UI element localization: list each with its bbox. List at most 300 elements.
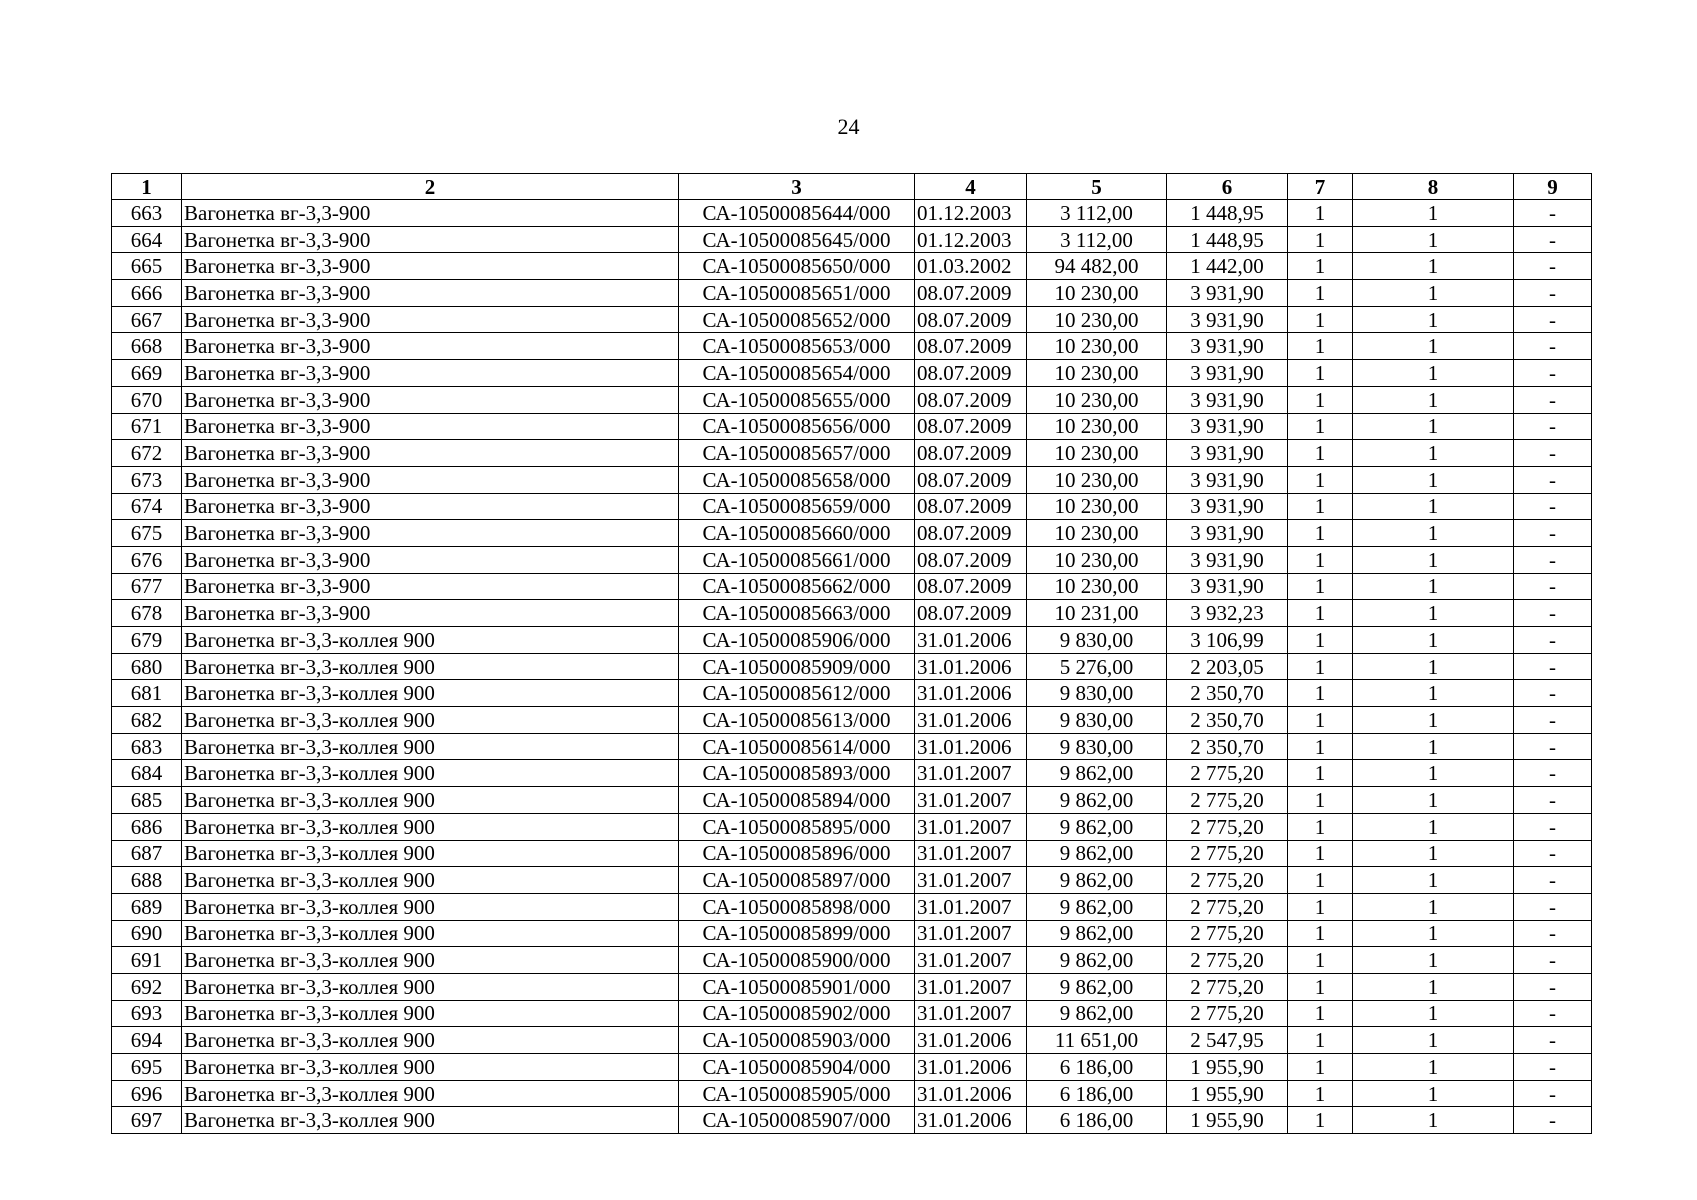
inventory-code-cell: СА-10500085663/000 [679,600,915,627]
quantity-cell: 1 [1288,893,1353,920]
inventory-code-cell: СА-10500085651/000 [679,280,915,307]
residual-value-cell: 2 775,20 [1167,867,1288,894]
residual-value-cell: 2 775,20 [1167,1000,1288,1027]
row-number-cell: 670 [112,386,182,413]
item-name-cell: Вагонетка вг-3,3-900 [182,440,679,467]
row-number-cell: 689 [112,893,182,920]
difference-cell: - [1514,787,1592,814]
inventory-code-cell: СА-10500085904/000 [679,1054,915,1081]
row-number-cell: 685 [112,787,182,814]
quantity-cell: 1 [1288,947,1353,974]
row-number-cell: 677 [112,573,182,600]
date-cell: 08.07.2009 [915,306,1027,333]
date-cell: 31.01.2007 [915,893,1027,920]
table-row [112,893,1592,920]
actual-quantity-cell: 1 [1353,893,1514,920]
cost-cell: 10 230,00 [1027,413,1167,440]
difference-cell: - [1514,333,1592,360]
item-name-cell: Вагонетка вг-3,3-коллея 900 [182,893,679,920]
difference-cell: - [1514,360,1592,387]
actual-quantity-cell: 1 [1353,733,1514,760]
difference-cell: - [1514,707,1592,734]
residual-value-cell: 2 350,70 [1167,680,1288,707]
quantity-cell: 1 [1288,1027,1353,1054]
row-number-cell: 682 [112,707,182,734]
cost-cell: 3 112,00 [1027,226,1167,253]
cost-cell: 10 230,00 [1027,493,1167,520]
date-cell: 31.01.2006 [915,707,1027,734]
residual-value-cell: 2 203,05 [1167,653,1288,680]
inventory-code-cell: СА-10500085907/000 [679,1107,915,1134]
actual-quantity-cell: 1 [1353,653,1514,680]
residual-value-cell: 2 547,95 [1167,1027,1288,1054]
residual-value-cell: 2 350,70 [1167,733,1288,760]
residual-value-cell: 1 955,90 [1167,1080,1288,1107]
inventory-code-cell: СА-10500085644/000 [679,200,915,227]
residual-value-cell: 2 775,20 [1167,920,1288,947]
difference-cell: - [1514,733,1592,760]
actual-quantity-cell: 1 [1353,226,1514,253]
difference-cell: - [1514,813,1592,840]
difference-cell: - [1514,226,1592,253]
table-row [112,306,1592,333]
residual-value-cell: 3 931,90 [1167,466,1288,493]
column-header-6: 6 [1167,174,1288,200]
quantity-cell: 1 [1288,413,1353,440]
quantity-cell: 1 [1288,867,1353,894]
difference-cell: - [1514,466,1592,493]
quantity-cell: 1 [1288,707,1353,734]
date-cell: 01.12.2003 [915,200,1027,227]
quantity-cell: 1 [1288,200,1353,227]
cost-cell: 9 862,00 [1027,813,1167,840]
actual-quantity-cell: 1 [1353,306,1514,333]
column-header-4: 4 [915,174,1027,200]
table-row [112,413,1592,440]
row-number-cell: 693 [112,1000,182,1027]
inventory-code-cell: СА-10500085656/000 [679,413,915,440]
residual-value-cell: 2 775,20 [1167,893,1288,920]
item-name-cell: Вагонетка вг-3,3-900 [182,546,679,573]
inventory-code-cell: СА-10500085909/000 [679,653,915,680]
item-name-cell: Вагонетка вг-3,3-коллея 900 [182,653,679,680]
cost-cell: 9 830,00 [1027,627,1167,654]
table-row [112,200,1592,227]
item-name-cell: Вагонетка вг-3,3-коллея 900 [182,1107,679,1134]
actual-quantity-cell: 1 [1353,440,1514,467]
quantity-cell: 1 [1288,306,1353,333]
residual-value-cell: 1 955,90 [1167,1107,1288,1134]
table-row [112,573,1592,600]
difference-cell: - [1514,1054,1592,1081]
inventory-code-cell: СА-10500085658/000 [679,466,915,493]
table-row [112,360,1592,387]
row-number-cell: 672 [112,440,182,467]
date-cell: 08.07.2009 [915,600,1027,627]
column-header-5: 5 [1027,174,1167,200]
row-number-cell: 697 [112,1107,182,1134]
table-row [112,760,1592,787]
row-number-cell: 690 [112,920,182,947]
cost-cell: 6 186,00 [1027,1054,1167,1081]
inventory-code-cell: СА-10500085612/000 [679,680,915,707]
item-name-cell: Вагонетка вг-3,3-900 [182,493,679,520]
row-number-cell: 684 [112,760,182,787]
quantity-cell: 1 [1288,386,1353,413]
table-row [112,680,1592,707]
quantity-cell: 1 [1288,813,1353,840]
row-number-cell: 673 [112,466,182,493]
date-cell: 08.07.2009 [915,360,1027,387]
actual-quantity-cell: 1 [1353,867,1514,894]
row-number-cell: 666 [112,280,182,307]
cost-cell: 9 862,00 [1027,840,1167,867]
actual-quantity-cell: 1 [1353,840,1514,867]
cost-cell: 10 230,00 [1027,520,1167,547]
quantity-cell: 1 [1288,920,1353,947]
item-name-cell: Вагонетка вг-3,3-900 [182,573,679,600]
item-name-cell: Вагонетка вг-3,3-коллея 900 [182,627,679,654]
cost-cell: 11 651,00 [1027,1027,1167,1054]
row-number-cell: 671 [112,413,182,440]
item-name-cell: Вагонетка вг-3,3-коллея 900 [182,1080,679,1107]
row-number-cell: 680 [112,653,182,680]
item-name-cell: Вагонетка вг-3,3-900 [182,360,679,387]
table-row [112,466,1592,493]
date-cell: 31.01.2006 [915,680,1027,707]
date-cell: 31.01.2007 [915,920,1027,947]
actual-quantity-cell: 1 [1353,920,1514,947]
residual-value-cell: 3 931,90 [1167,306,1288,333]
date-cell: 31.01.2007 [915,867,1027,894]
actual-quantity-cell: 1 [1353,813,1514,840]
quantity-cell: 1 [1288,520,1353,547]
actual-quantity-cell: 1 [1353,787,1514,814]
quantity-cell: 1 [1288,627,1353,654]
quantity-cell: 1 [1288,973,1353,1000]
item-name-cell: Вагонетка вг-3,3-900 [182,413,679,440]
residual-value-cell: 1 448,95 [1167,226,1288,253]
column-header-7: 7 [1288,174,1353,200]
inventory-table [111,173,1592,1134]
inventory-code-cell: СА-10500085655/000 [679,386,915,413]
residual-value-cell: 3 931,90 [1167,546,1288,573]
row-number-cell: 687 [112,840,182,867]
row-number-cell: 663 [112,200,182,227]
residual-value-cell: 1 442,00 [1167,253,1288,280]
item-name-cell: Вагонетка вг-3,3-коллея 900 [182,680,679,707]
inventory-code-cell: СА-10500085894/000 [679,787,915,814]
item-name-cell: Вагонетка вг-3,3-900 [182,333,679,360]
table-row [112,973,1592,1000]
cost-cell: 9 830,00 [1027,680,1167,707]
inventory-code-cell: СА-10500085898/000 [679,893,915,920]
date-cell: 08.07.2009 [915,466,1027,493]
difference-cell: - [1514,520,1592,547]
inventory-code-cell: СА-10500085661/000 [679,546,915,573]
quantity-cell: 1 [1288,733,1353,760]
date-cell: 31.01.2007 [915,840,1027,867]
cost-cell: 10 230,00 [1027,306,1167,333]
difference-cell: - [1514,306,1592,333]
inventory-code-cell: СА-10500085660/000 [679,520,915,547]
actual-quantity-cell: 1 [1353,546,1514,573]
date-cell: 31.01.2007 [915,947,1027,974]
difference-cell: - [1514,653,1592,680]
item-name-cell: Вагонетка вг-3,3-коллея 900 [182,1054,679,1081]
item-name-cell: Вагонетка вг-3,3-900 [182,600,679,627]
cost-cell: 10 230,00 [1027,360,1167,387]
quantity-cell: 1 [1288,1000,1353,1027]
cost-cell: 9 862,00 [1027,787,1167,814]
difference-cell: - [1514,253,1592,280]
residual-value-cell: 2 775,20 [1167,973,1288,1000]
quantity-cell: 1 [1288,360,1353,387]
inventory-code-cell: СА-10500085903/000 [679,1027,915,1054]
row-number-cell: 674 [112,493,182,520]
table-row [112,493,1592,520]
table-row [112,840,1592,867]
table-row [112,226,1592,253]
row-number-cell: 688 [112,867,182,894]
difference-cell: - [1514,947,1592,974]
residual-value-cell: 3 931,90 [1167,493,1288,520]
row-number-cell: 692 [112,973,182,1000]
cost-cell: 9 862,00 [1027,867,1167,894]
quantity-cell: 1 [1288,760,1353,787]
date-cell: 08.07.2009 [915,573,1027,600]
cost-cell: 3 112,00 [1027,200,1167,227]
difference-cell: - [1514,200,1592,227]
quantity-cell: 1 [1288,1054,1353,1081]
row-number-cell: 678 [112,600,182,627]
actual-quantity-cell: 1 [1353,600,1514,627]
table-row [112,333,1592,360]
actual-quantity-cell: 1 [1353,1027,1514,1054]
inventory-code-cell: СА-10500085902/000 [679,1000,915,1027]
quantity-cell: 1 [1288,253,1353,280]
column-header-2: 2 [182,174,679,200]
item-name-cell: Вагонетка вг-3,3-коллея 900 [182,1000,679,1027]
difference-cell: - [1514,680,1592,707]
date-cell: 31.01.2006 [915,733,1027,760]
table-row [112,1000,1592,1027]
date-cell: 31.01.2006 [915,1107,1027,1134]
cost-cell: 10 230,00 [1027,280,1167,307]
actual-quantity-cell: 1 [1353,493,1514,520]
inventory-code-cell: СА-10500085613/000 [679,707,915,734]
table-row [112,947,1592,974]
row-number-cell: 696 [112,1080,182,1107]
actual-quantity-cell: 1 [1353,413,1514,440]
difference-cell: - [1514,1107,1592,1134]
residual-value-cell: 3 931,90 [1167,520,1288,547]
residual-value-cell: 2 775,20 [1167,947,1288,974]
item-name-cell: Вагонетка вг-3,3-900 [182,306,679,333]
row-number-cell: 679 [112,627,182,654]
difference-cell: - [1514,546,1592,573]
residual-value-cell: 3 931,90 [1167,280,1288,307]
item-name-cell: Вагонетка вг-3,3-900 [182,466,679,493]
difference-cell: - [1514,600,1592,627]
table-row [112,546,1592,573]
row-number-cell: 691 [112,947,182,974]
cost-cell: 5 276,00 [1027,653,1167,680]
residual-value-cell: 3 931,90 [1167,386,1288,413]
residual-value-cell: 3 932,23 [1167,600,1288,627]
actual-quantity-cell: 1 [1353,466,1514,493]
item-name-cell: Вагонетка вг-3,3-коллея 900 [182,867,679,894]
item-name-cell: Вагонетка вг-3,3-коллея 900 [182,760,679,787]
date-cell: 31.01.2007 [915,760,1027,787]
quantity-cell: 1 [1288,546,1353,573]
cost-cell: 9 862,00 [1027,1000,1167,1027]
column-header-8: 8 [1353,174,1514,200]
date-cell: 31.01.2007 [915,787,1027,814]
row-number-cell: 669 [112,360,182,387]
difference-cell: - [1514,493,1592,520]
residual-value-cell: 2 350,70 [1167,707,1288,734]
date-cell: 31.01.2006 [915,1027,1027,1054]
date-cell: 08.07.2009 [915,413,1027,440]
actual-quantity-cell: 1 [1353,280,1514,307]
inventory-code-cell: СА-10500085614/000 [679,733,915,760]
table-row [112,707,1592,734]
table-row [112,253,1592,280]
column-header-3: 3 [679,174,915,200]
table-row [112,627,1592,654]
table-row [112,733,1592,760]
inventory-code-cell: СА-10500085645/000 [679,226,915,253]
residual-value-cell: 2 775,20 [1167,840,1288,867]
item-name-cell: Вагонетка вг-3,3-900 [182,280,679,307]
table-row [112,867,1592,894]
cost-cell: 94 482,00 [1027,253,1167,280]
item-name-cell: Вагонетка вг-3,3-коллея 900 [182,947,679,974]
residual-value-cell: 3 931,90 [1167,333,1288,360]
cost-cell: 6 186,00 [1027,1080,1167,1107]
quantity-cell: 1 [1288,680,1353,707]
cost-cell: 9 862,00 [1027,893,1167,920]
cost-cell: 10 230,00 [1027,546,1167,573]
actual-quantity-cell: 1 [1353,1000,1514,1027]
difference-cell: - [1514,760,1592,787]
table-row [112,280,1592,307]
item-name-cell: Вагонетка вг-3,3-коллея 900 [182,813,679,840]
difference-cell: - [1514,440,1592,467]
row-number-cell: 675 [112,520,182,547]
cost-cell: 9 862,00 [1027,920,1167,947]
residual-value-cell: 3 931,90 [1167,360,1288,387]
date-cell: 08.07.2009 [915,386,1027,413]
difference-cell: - [1514,1080,1592,1107]
item-name-cell: Вагонетка вг-3,3-коллея 900 [182,707,679,734]
residual-value-cell: 3 931,90 [1167,413,1288,440]
actual-quantity-cell: 1 [1353,1107,1514,1134]
inventory-code-cell: СА-10500085893/000 [679,760,915,787]
inventory-code-cell: СА-10500085652/000 [679,306,915,333]
quantity-cell: 1 [1288,466,1353,493]
inventory-code-cell: СА-10500085896/000 [679,840,915,867]
item-name-cell: Вагонетка вг-3,3-900 [182,226,679,253]
cost-cell: 9 862,00 [1027,760,1167,787]
residual-value-cell: 3 931,90 [1167,573,1288,600]
quantity-cell: 1 [1288,787,1353,814]
cost-cell: 10 230,00 [1027,386,1167,413]
item-name-cell: Вагонетка вг-3,3-коллея 900 [182,920,679,947]
table-row [112,1027,1592,1054]
cost-cell: 6 186,00 [1027,1107,1167,1134]
cost-cell: 10 230,00 [1027,573,1167,600]
item-name-cell: Вагонетка вг-3,3-коллея 900 [182,1027,679,1054]
item-name-cell: Вагонетка вг-3,3-коллея 900 [182,840,679,867]
actual-quantity-cell: 1 [1353,1054,1514,1081]
quantity-cell: 1 [1288,440,1353,467]
date-cell: 08.07.2009 [915,440,1027,467]
residual-value-cell: 1 955,90 [1167,1054,1288,1081]
row-number-cell: 695 [112,1054,182,1081]
quantity-cell: 1 [1288,1080,1353,1107]
difference-cell: - [1514,867,1592,894]
item-name-cell: Вагонетка вг-3,3-коллея 900 [182,787,679,814]
table-row [112,440,1592,467]
table-header-row [112,174,1592,200]
actual-quantity-cell: 1 [1353,1080,1514,1107]
quantity-cell: 1 [1288,493,1353,520]
quantity-cell: 1 [1288,573,1353,600]
table-row [112,520,1592,547]
actual-quantity-cell: 1 [1353,760,1514,787]
difference-cell: - [1514,840,1592,867]
inventory-code-cell: СА-10500085659/000 [679,493,915,520]
date-cell: 08.07.2009 [915,520,1027,547]
table-row [112,1107,1592,1134]
row-number-cell: 694 [112,1027,182,1054]
date-cell: 08.07.2009 [915,493,1027,520]
actual-quantity-cell: 1 [1353,253,1514,280]
actual-quantity-cell: 1 [1353,573,1514,600]
difference-cell: - [1514,280,1592,307]
residual-value-cell: 1 448,95 [1167,200,1288,227]
actual-quantity-cell: 1 [1353,200,1514,227]
difference-cell: - [1514,973,1592,1000]
cost-cell: 10 230,00 [1027,440,1167,467]
item-name-cell: Вагонетка вг-3,3-900 [182,386,679,413]
actual-quantity-cell: 1 [1353,520,1514,547]
actual-quantity-cell: 1 [1353,707,1514,734]
residual-value-cell: 3 106,99 [1167,627,1288,654]
cost-cell: 9 830,00 [1027,707,1167,734]
inventory-code-cell: СА-10500085897/000 [679,867,915,894]
cost-cell: 9 862,00 [1027,973,1167,1000]
cost-cell: 10 231,00 [1027,600,1167,627]
difference-cell: - [1514,920,1592,947]
actual-quantity-cell: 1 [1353,947,1514,974]
inventory-code-cell: СА-10500085662/000 [679,573,915,600]
date-cell: 31.01.2006 [915,627,1027,654]
column-header-1: 1 [112,174,182,200]
row-number-cell: 683 [112,733,182,760]
table-row [112,1054,1592,1081]
inventory-code-cell: СА-10500085654/000 [679,360,915,387]
residual-value-cell: 2 775,20 [1167,760,1288,787]
item-name-cell: Вагонетка вг-3,3-900 [182,253,679,280]
residual-value-cell: 3 931,90 [1167,440,1288,467]
actual-quantity-cell: 1 [1353,680,1514,707]
date-cell: 08.07.2009 [915,546,1027,573]
inventory-code-cell: СА-10500085650/000 [679,253,915,280]
quantity-cell: 1 [1288,280,1353,307]
